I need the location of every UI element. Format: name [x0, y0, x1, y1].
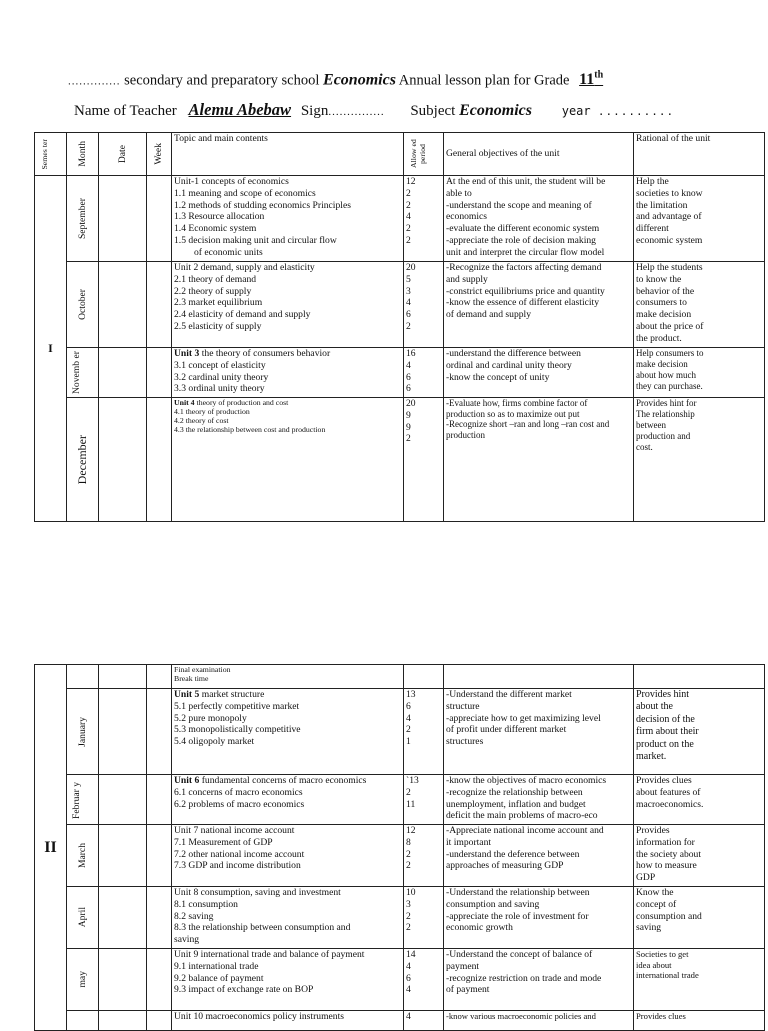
topic-cell: Unit 4 theory of production and cost 4.1 theory of production 4.2 theory of cost 4.3 the relationship between cost and production [172, 398, 404, 522]
table-row [35, 398, 765, 522]
month-cell: may [67, 949, 99, 1011]
week-cell[interactable] [147, 887, 172, 949]
teacher-name: Alemu Abebaw [188, 100, 292, 119]
topic-cell: Unit 2 demand, supply and elasticity 2.1 theory of demand 2.2 theory of supply 2.3 market equilibrium 2.4 elasticity of demand and supply 2.5 elasticity of supply [172, 262, 404, 348]
school-name-blank: .............. [68, 75, 121, 88]
period-cell [404, 665, 444, 689]
col-rational: Rational of the unit [634, 133, 765, 176]
subject-value: Economics [459, 102, 532, 119]
objective-cell: -Understand the relationship between consumption and saving -appreciate the role of investment for economic growth [444, 887, 634, 949]
exam-row [35, 665, 765, 689]
semester-2-table [34, 664, 765, 1031]
rational-cell: Help the students to know the behavior of the consumers to make decision about the price of the product. [634, 262, 765, 348]
rational-cell: Help the societies to know the limitation and advantage of different economic system [634, 176, 765, 262]
date-cell[interactable] [99, 665, 147, 689]
period-cell: 20 9 9 2 [404, 398, 444, 522]
rational-cell [634, 665, 765, 689]
topic-cell: Unit 6 fundamental concerns of macro economics 6.1 concerns of macro economics 6.2 problems of macro economics [172, 775, 404, 825]
table-row [35, 689, 765, 775]
semester-label: I [35, 176, 67, 522]
table-row [35, 775, 765, 825]
semester-label: II [35, 665, 67, 1031]
period-cell: 16 4 6 6 [404, 348, 444, 398]
date-cell[interactable] [99, 348, 147, 398]
period-cell: 12 8 2 2 [404, 825, 444, 887]
subject-emphasis: Economics [323, 71, 396, 89]
topic-cell: Unit-1 concepts of economics 1.1 meaning and scope of economics 1.2 methods of studding economics Principles 1.3 Resource allocation 1.4 Economic system 1.5 decision making unit and circular flow of economic units [172, 176, 404, 262]
col-objectives: General objectives of the unit [444, 133, 634, 176]
date-cell[interactable] [99, 825, 147, 887]
table-row [35, 949, 765, 1011]
month-cell: January [67, 689, 99, 775]
objective-cell: -Evaluate how, firms combine factor of production so as to maximize out put -Recognize short –ran and long –ran cost and production [444, 398, 634, 522]
month-cell: September [67, 176, 99, 262]
objective-cell: -know various macroeconomic policies and [444, 1011, 634, 1031]
col-topic: Topic and main contents [172, 133, 404, 176]
table-row [35, 348, 765, 398]
objective-cell: -Understand the concept of balance of payment -recognize restriction on trade and mode of payment [444, 949, 634, 1011]
period-cell: 20 5 3 4 6 2 [404, 262, 444, 348]
teacher-label: Name of Teacher [74, 103, 177, 119]
objective-cell: -Appreciate national income account and it important -understand the deference between approaches of measuring GDP [444, 825, 634, 887]
period-cell: 10 3 2 2 [404, 887, 444, 949]
table-row [35, 176, 765, 262]
week-cell[interactable] [147, 825, 172, 887]
objective-cell: -understand the difference between ordinal and cardinal unity theory -know the concept of unity [444, 348, 634, 398]
topic-cell: Unit 9 international trade and balance of payment 9.1 international trade 9.2 balance of payment 9.3 impact of exchange rate on BOP [172, 949, 404, 1011]
rational-cell: Help consumers to make decision about how much they can purchase. [634, 348, 765, 398]
subject-label: Subject [410, 103, 456, 119]
objective-cell: -Understand the different market structure -appreciate how to get maximizing level of profit under different market structures [444, 689, 634, 775]
col-semester: Semes ter [35, 133, 67, 176]
month-cell: Februar y [67, 775, 99, 825]
week-cell[interactable] [147, 176, 172, 262]
header-row [35, 133, 765, 176]
rational-cell: Provides hint for The relationship between production and cost. [634, 398, 765, 522]
week-cell[interactable] [147, 689, 172, 775]
date-cell[interactable] [99, 689, 147, 775]
week-cell[interactable] [147, 262, 172, 348]
school-label: secondary and preparatory school [124, 72, 320, 89]
rational-cell: Provides clues about features of macroeconomics. [634, 775, 765, 825]
month-cell: April [67, 887, 99, 949]
month-cell: December [67, 398, 99, 522]
objective-cell: -Recognize the factors affecting demand and supply -constrict equilibriums price and quantity -know the essence of different elasticity of demand and supply [444, 262, 634, 348]
month-cell [67, 1011, 99, 1031]
semester-1-table [34, 132, 765, 522]
teacher-line [74, 100, 674, 120]
topic-cell: Unit 10 macroeconomics policy instruments [172, 1011, 404, 1031]
table-row [35, 825, 765, 887]
sign-blank: ............... [328, 106, 385, 118]
date-cell[interactable] [99, 262, 147, 348]
rational-cell: Societies to get idea about international trade [634, 949, 765, 1011]
objective-cell [444, 665, 634, 689]
table-row [35, 887, 765, 949]
month-cell [67, 665, 99, 689]
date-cell[interactable] [99, 775, 147, 825]
period-cell: 12 2 2 4 2 2 [404, 176, 444, 262]
month-cell: Novemb er [67, 348, 99, 398]
week-cell[interactable] [147, 665, 172, 689]
date-cell[interactable] [99, 949, 147, 1011]
week-cell[interactable] [147, 775, 172, 825]
topic-cell: Unit 7 national income account 7.1 Measurement of GDP 7.2 other national income account 7.3 GDP and income distribution [172, 825, 404, 887]
period-cell: 4 [404, 1011, 444, 1031]
col-date: Date [99, 133, 147, 176]
period-cell: 13 6 4 2 1 [404, 689, 444, 775]
objective-cell: -know the objectives of macro economics -recognize the relationship between unemployment, inflation and budget deficit the main problems of macro-eco [444, 775, 634, 825]
month-cell: October [67, 262, 99, 348]
objective-cell: At the end of this unit, the student will be able to -understand the scope and meaning of economics -evaluate the different economic system -appreciate the role of decision making unit and interpret the circular flow model [444, 176, 634, 262]
sign-label: Sign [300, 103, 329, 119]
table-row [35, 1011, 765, 1031]
date-cell[interactable] [99, 887, 147, 949]
period-cell: 14 4 6 4 [404, 949, 444, 1011]
week-cell[interactable] [147, 348, 172, 398]
topic-cell: Unit 8 consumption, saving and investment 8.1 consumption 8.2 saving 8.3 the relationship between consumption and saving [172, 887, 404, 949]
year-label: year .......... [561, 104, 675, 118]
rational-cell: Know the concept of consumption and saving [634, 887, 765, 949]
col-allowed: Allow ed period [404, 133, 444, 176]
topic-cell: Unit 5 market structure 5.1 perfectly competitive market 5.2 pure monopoly 5.3 monopolistically competitive 5.4 oligopoly market [172, 689, 404, 775]
topic-cell: Unit 3 the theory of consumers behavior 3.1 concept of elasticity 3.2 cardinal unity theory 3.3 ordinal unity theory [172, 348, 404, 398]
rational-cell: Provides clues [634, 1011, 765, 1031]
rational-cell: Provides hint about the decision of the firm about their product on the market. [634, 689, 765, 775]
week-cell[interactable] [147, 949, 172, 1011]
exam-cell: Final examination Break time [172, 665, 404, 689]
col-month: Month [67, 133, 99, 176]
week-cell[interactable] [147, 398, 172, 522]
rational-cell: Provides information for the society about how to measure GDP [634, 825, 765, 887]
week-cell[interactable] [147, 1011, 172, 1031]
table-row [35, 262, 765, 348]
grade-value: 11th [579, 70, 604, 89]
title-line [68, 70, 603, 89]
date-cell[interactable] [99, 1011, 147, 1031]
month-cell: March [67, 825, 99, 887]
date-cell[interactable] [99, 398, 147, 522]
period-cell: `13 2 11 [404, 775, 444, 825]
col-week: Week [147, 133, 172, 176]
date-cell[interactable] [99, 176, 147, 262]
plan-text: Annual lesson plan for Grade [398, 72, 570, 89]
